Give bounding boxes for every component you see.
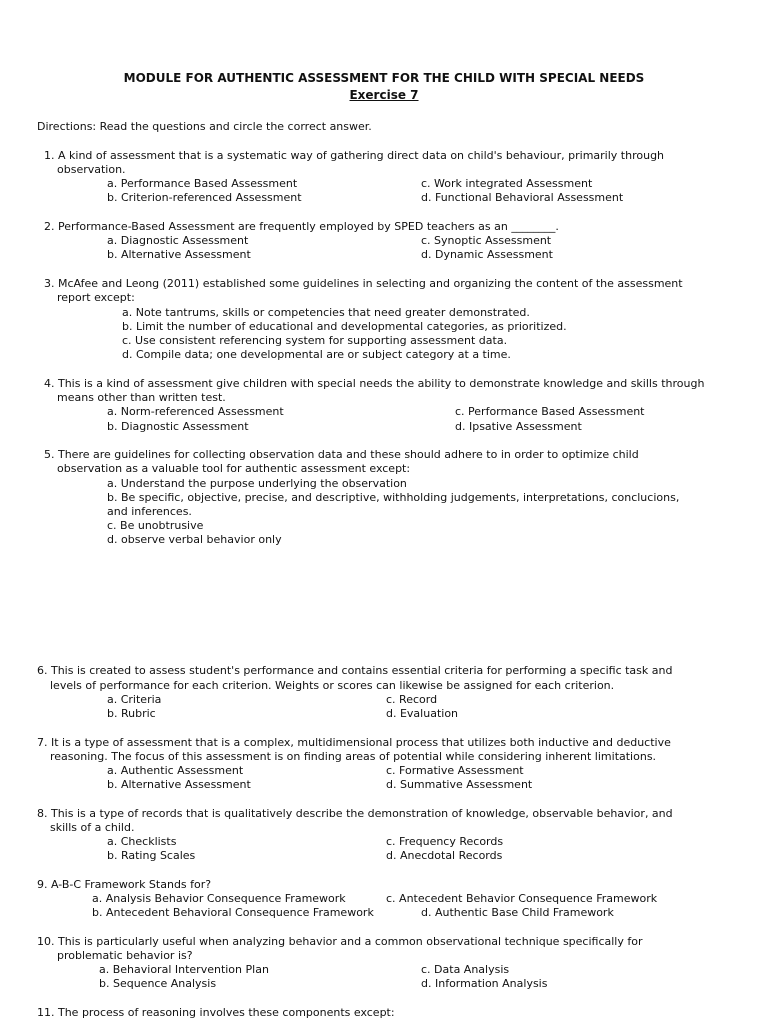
option-a[interactable]: a. Diagnostic Assessment <box>107 234 249 247</box>
option-d[interactable]: d. Authentic Base Child Framework <box>421 906 614 919</box>
option-d[interactable]: d. Evaluation <box>386 707 459 720</box>
question-stem: 11. The process of reasoning involves these components except: <box>37 1006 395 1019</box>
question-stem: 3. McAfee and Leong (2011) established some guidelines in selecting and organizing the content of the assessment <box>44 277 683 290</box>
option-c[interactable]: c. Record <box>386 693 438 706</box>
document-title: MODULE FOR AUTHENTIC ASSESSMENT FOR THE CHILD WITH SPECIAL NEEDS <box>123 71 645 85</box>
option-c[interactable]: c. Use consistent referencing system for supporting assessment data. <box>122 334 508 347</box>
option-b[interactable]: b. Alternative Assessment <box>107 778 251 791</box>
option-b[interactable]: b. Rating Scales <box>107 849 196 862</box>
question-stem: levels of performance for each criterion. Weights or scores can likewise be assigned for each criterion. <box>50 679 615 692</box>
question-stem: 7. It is a type of assessment that is a complex, multidimensional process that utilizes both inductive and deductive <box>37 736 671 749</box>
question-stem: observation. <box>57 163 126 176</box>
option-a[interactable]: a. Criteria <box>107 693 162 706</box>
option-d[interactable]: d. Anecdotal Records <box>386 849 503 862</box>
directions: Directions: Read the questions and circle the correct answer. <box>37 120 372 133</box>
option-c[interactable]: c. Work integrated Assessment <box>421 177 593 190</box>
option-a[interactable]: a. Behavioral Intervention Plan <box>99 963 269 976</box>
option-d[interactable]: d. Summative Assessment <box>386 778 533 791</box>
option-c[interactable]: c. Synoptic Assessment <box>421 234 552 247</box>
option-b[interactable]: b. Diagnostic Assessment <box>107 420 249 433</box>
question-stem: report except: <box>57 291 135 304</box>
option-c[interactable]: c. Formative Assessment <box>386 764 524 777</box>
question-stem: skills of a child. <box>50 821 135 834</box>
option-d[interactable]: d. Ipsative Assessment <box>455 420 582 433</box>
question-stem: 4. This is a kind of assessment give children with special needs the ability to demonstrate knowledge and skills through <box>44 377 705 390</box>
option-b[interactable]: b. Antecedent Behavioral Consequence Framework <box>92 906 374 919</box>
option-b[interactable]: b. Be specific, objective, precise, and descriptive, withholding judgements, interpretations, conclucions, <box>107 491 680 504</box>
option-a[interactable]: a. Analysis Behavior Consequence Framework <box>92 892 346 905</box>
question-stem: observation as a valuable tool for authentic assessment except: <box>57 462 411 475</box>
option-b[interactable]: b. Sequence Analysis <box>99 977 217 990</box>
question-stem: 5. There are guidelines for collecting observation data and these should adhere to in order to optimize child <box>44 448 639 461</box>
exercise-heading: Exercise 7 <box>349 88 419 102</box>
question-stem: 1. A kind of assessment that is a systematic way of gathering direct data on child's behaviour, primarily through <box>44 149 665 162</box>
option-d[interactable]: d. Information Analysis <box>421 977 548 990</box>
option-c[interactable]: c. Be unobtrusive <box>107 519 204 532</box>
option-c[interactable]: c. Antecedent Behavior Consequence Framework <box>386 892 658 905</box>
option-c[interactable]: c. Performance Based Assessment <box>455 405 645 418</box>
question-stem: 10. This is particularly useful when analyzing behavior and a common observational technique specifically for <box>37 935 643 948</box>
option-b-continued: and inferences. <box>107 505 192 518</box>
option-b[interactable]: b. Limit the number of educational and developmental categories, as prioritized. <box>122 320 567 333</box>
question-stem: 9. A-B-C Framework Stands for? <box>37 878 212 891</box>
question-stem: means other than written test. <box>57 391 226 404</box>
question-stem: problematic behavior is? <box>57 949 193 962</box>
option-a[interactable]: a. Norm-referenced Assessment <box>107 405 284 418</box>
question-stem: 2. Performance-Based Assessment are frequently employed by SPED teachers as an ________. <box>44 220 559 233</box>
question-stem: 6. This is created to assess student's performance and contains essential criteria for performing a specific task and <box>37 664 673 677</box>
option-a[interactable]: a. Checklists <box>107 835 177 848</box>
option-a[interactable]: a. Note tantrums, skills or competencies that need greater demonstrated. <box>122 306 530 319</box>
option-a[interactable]: a. Performance Based Assessment <box>107 177 298 190</box>
option-a[interactable]: a. Understand the purpose underlying the observation <box>107 477 407 490</box>
option-b[interactable]: b. Criterion-referenced Assessment <box>107 191 302 204</box>
option-b[interactable]: b. Rubric <box>107 707 156 720</box>
question-stem: reasoning. The focus of this assessment is on finding areas of potential while considering inherent limitations. <box>50 750 657 763</box>
option-b[interactable]: b. Alternative Assessment <box>107 248 251 261</box>
option-c[interactable]: c. Data Analysis <box>421 963 510 976</box>
option-d[interactable]: d. Compile data; one developmental are or subject category at a time. <box>122 348 511 361</box>
option-d[interactable]: d. Dynamic Assessment <box>421 248 553 261</box>
option-a[interactable]: a. Authentic Assessment <box>107 764 244 777</box>
option-c[interactable]: c. Frequency Records <box>386 835 504 848</box>
option-d[interactable]: d. observe verbal behavior only <box>107 533 282 546</box>
question-stem: 8. This is a type of records that is qualitatively describe the demonstration of knowledge, observable behavior, and <box>37 807 673 820</box>
option-d[interactable]: d. Functional Behavioral Assessment <box>421 191 624 204</box>
